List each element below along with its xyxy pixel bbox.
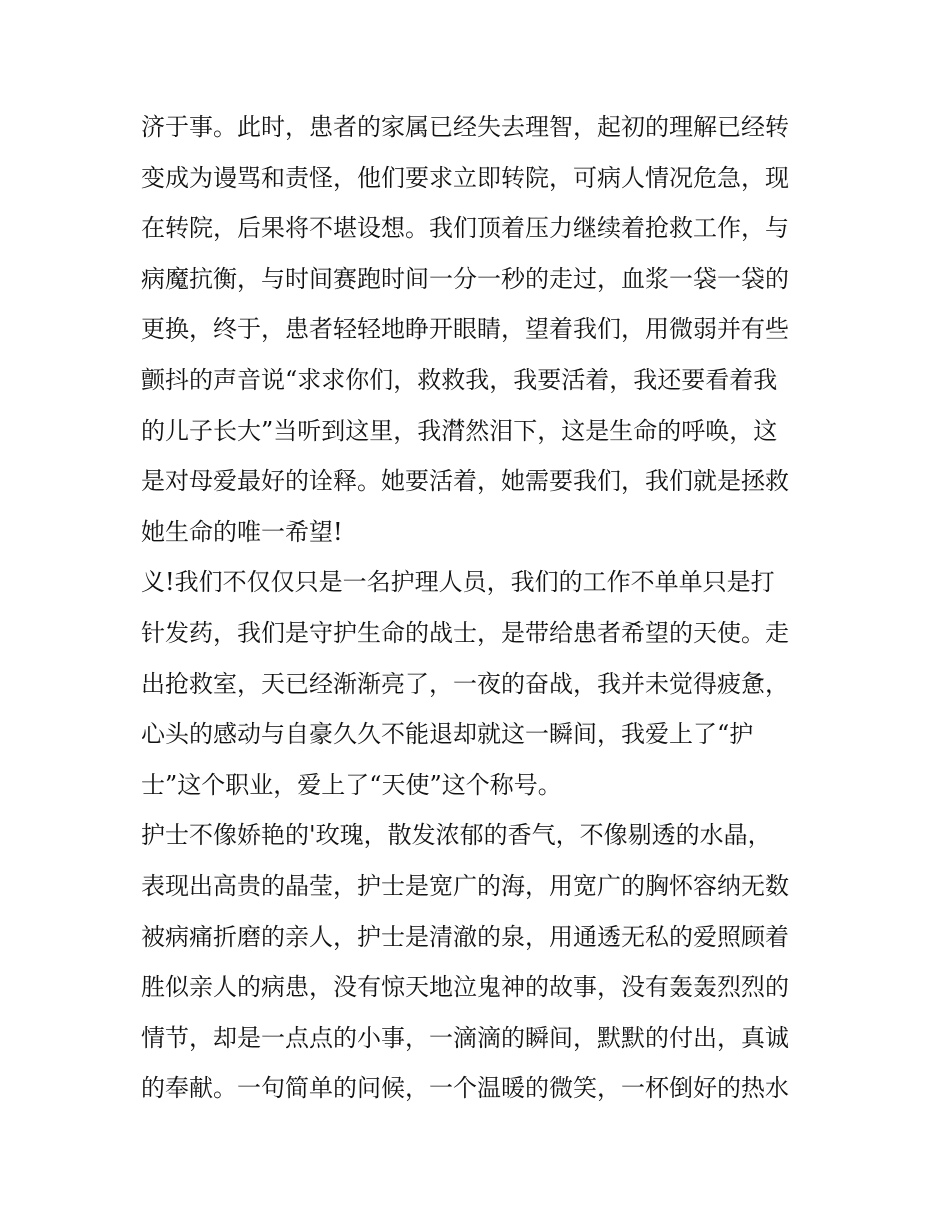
text-line: 变成为谩骂和责怪，他们要求立即转院，可病人情况危急，现 [141, 163, 789, 192]
text-line: 胜似亲人的病患，没有惊天地泣鬼神的故事，没有轰轰烈烈的 [141, 973, 789, 1002]
text-line: 的奉献。一句简单的问候，一个温暖的微笑，一杯倒好的热水 [141, 1074, 789, 1103]
text-line: 的儿子长大”当听到这里，我潸然泪下，这是生命的呼唤，这 [141, 416, 778, 445]
text-line: 表现出高贵的晶莹，护士是宽广的海，用宽广的胸怀容纳无数 [141, 871, 789, 900]
text-line: 在转院，后果将不堪设想。我们顶着压力继续着抢救工作，与 [141, 214, 789, 243]
text-line: 针发药，我们是守护生命的战士，是带给患者希望的天使。走 [141, 618, 789, 647]
text-line: 情节，却是一点点的小事，一滴滴的瞬间，默默的付出，真诚 [141, 1023, 789, 1052]
text-line: 她生命的唯一希望! [141, 517, 343, 546]
text-line: 颤抖的声音说“求求你们，救救我，我要活着，我还要看着我 [141, 365, 778, 394]
text-line: 是对母爱最好的诠释。她要活着，她需要我们，我们就是拯救 [141, 467, 789, 496]
body-text [141, 102, 821, 1114]
text-line: 病魔抗衡，与时间赛跑时间一分一秒的走过，血浆一袋一袋的 [141, 264, 789, 293]
text-line: 护士不像娇艳的'玫瑰，散发浓郁的香气，不像剔透的水晶， [141, 821, 772, 850]
text-line: 义!我们不仅仅只是一名护理人员，我们的工作不单单只是打 [141, 568, 775, 597]
text-line: 士”这个职业，爱上了“天使”这个称号。 [141, 770, 562, 799]
text-line: 出抢救室，天已经渐渐亮了，一夜的奋战，我并未觉得疲惫， [141, 669, 789, 698]
text-line: 更换，终于，患者轻轻地睁开眼睛，望着我们，用微弱并有些 [141, 315, 789, 344]
text-line: 心头的感动与自豪久久不能退却就这一瞬间，我爱上了“护 [141, 720, 754, 749]
text-line: 济于事。此时，患者的家属已经失去理智，起初的理解已经转 [141, 113, 789, 141]
text-line: 被病痛折磨的亲人，护士是清澈的泉，用通透无私的爱照顾着 [141, 922, 789, 951]
